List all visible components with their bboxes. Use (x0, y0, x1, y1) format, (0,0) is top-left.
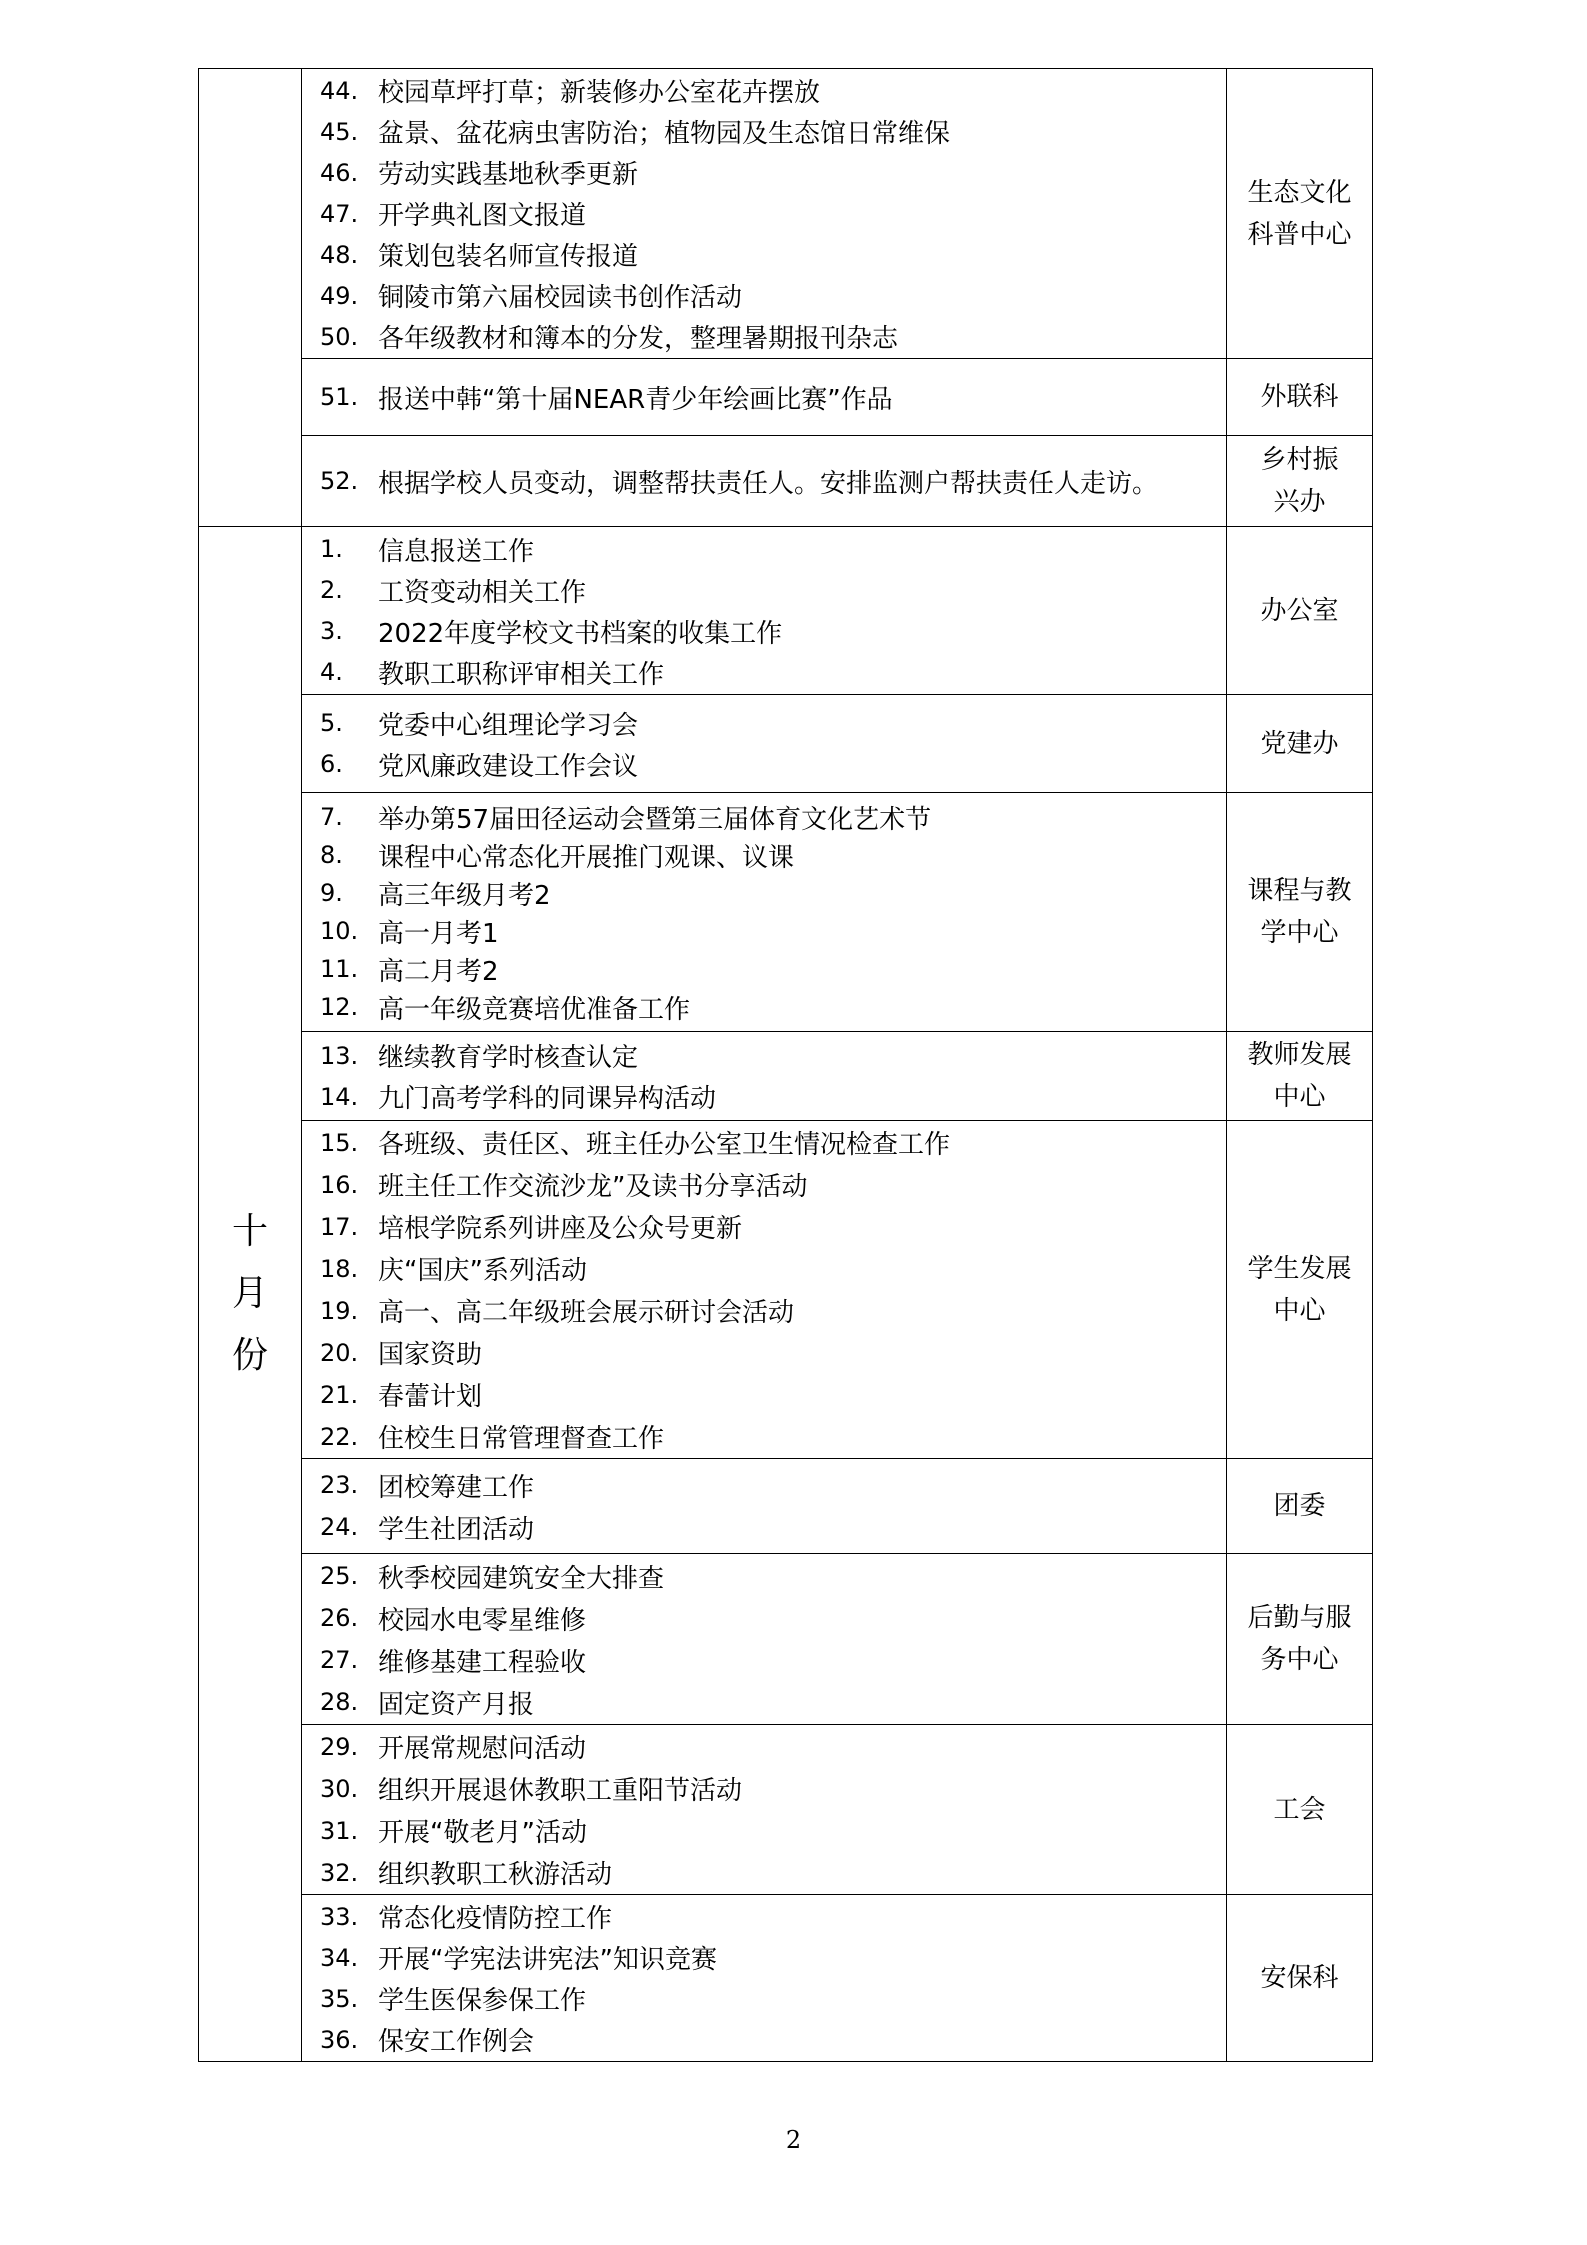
list-item: 30. 组织开展退休教职工重阳节活动 (320, 1774, 743, 1806)
items-cell (302, 1554, 1227, 1725)
month-cell (199, 527, 302, 2062)
list-item: 34. 开展“学宪法讲宪法”知识竞赛 (320, 1943, 717, 1975)
list-item: 35. 学生医保参保工作 (320, 1984, 587, 2016)
department-cell (1227, 436, 1373, 527)
list-item: 3. 2022年度学校文书档案的收集工作 (320, 617, 783, 649)
list-item: 46. 劳动实践基地秋季更新 (320, 158, 639, 190)
items-cell (302, 359, 1227, 436)
list-item: 48. 策划包装名师宣传报道 (320, 240, 639, 272)
work-plan-table (198, 68, 1373, 2062)
department-cell (1227, 527, 1373, 695)
department-label: 学生发展中心 (1247, 1253, 1352, 1326)
table-row (199, 1121, 1373, 1459)
list-item: 7. 举办第57届田径运动会暨第三届体育文化艺术节 (320, 803, 932, 835)
list-item: 8. 课程中心常态化开展推门观课、议课 (320, 841, 795, 873)
department-label: 团委 (1273, 1491, 1326, 1521)
table-row (199, 695, 1373, 793)
list-item: 47. 开学典礼图文报道 (320, 199, 587, 231)
list-item: 2. 工资变动相关工作 (320, 576, 587, 608)
department-cell (1227, 1725, 1373, 1895)
department-cell (1227, 1121, 1373, 1459)
list-item: 24. 学生社团活动 (320, 1513, 535, 1545)
list-item: 9. 高三年级月考2 (320, 879, 551, 911)
list-item: 12. 高一年级竞赛培优准备工作 (320, 993, 691, 1025)
department-label: 外联科 (1260, 382, 1339, 412)
list-item: 18. 庆“国庆”系列活动 (320, 1254, 587, 1286)
list-item: 52. 根据学校人员变动，调整帮扶责任人。安排监测户帮扶责任人走访。 (320, 467, 1159, 499)
department-cell (1227, 69, 1373, 359)
department-label: 办公室 (1260, 595, 1339, 626)
list-item: 27. 维修基建工程验收 (320, 1646, 587, 1678)
month-label-char: 月 (231, 1273, 268, 1314)
list-item: 33. 常态化疫情防控工作 (320, 1902, 613, 1934)
table-row (199, 793, 1373, 1032)
department-cell (1227, 1895, 1373, 2062)
table-row (199, 69, 1373, 359)
items-cell (302, 1895, 1227, 2062)
table-row (199, 359, 1373, 436)
month-label-char: 份 (231, 1335, 268, 1376)
department-label: 党建办 (1260, 728, 1339, 759)
month-label-char: 十 (231, 1211, 268, 1252)
list-item: 14. 九门高考学科的同课异构活动 (320, 1082, 717, 1114)
list-item: 45. 盆景、盆花病虫害防治；植物园及生态馆日常维保 (320, 117, 951, 149)
department-label: 乡村振兴办 (1260, 445, 1339, 517)
list-item: 16. 班主任工作交流沙龙”及读书分享活动 (320, 1170, 808, 1202)
list-item: 23. 团校筹建工作 (320, 1471, 535, 1503)
list-item: 25. 秋季校园建筑安全大排查 (320, 1562, 665, 1594)
items-cell (302, 1725, 1227, 1895)
month-cell (199, 69, 302, 527)
page-number: 2 (785, 2126, 802, 2154)
list-item: 50. 各年级教材和簿本的分发，整理暑期报刊杂志 (320, 322, 899, 354)
table-row (199, 527, 1373, 695)
items-cell (302, 69, 1227, 359)
list-item: 5. 党委中心组理论学习会 (320, 709, 639, 741)
list-item: 36. 保安工作例会 (320, 2025, 535, 2057)
table-row (199, 1459, 1373, 1554)
department-cell (1227, 793, 1373, 1032)
list-item: 31. 开展“敬老月”活动 (320, 1816, 587, 1848)
list-item: 32. 组织教职工秋游活动 (320, 1858, 613, 1890)
list-item: 28. 固定资产月报 (320, 1688, 535, 1720)
list-item: 51. 报送中韩“第十届NEAR青少年绘画比赛”作品 (320, 383, 893, 415)
department-label: 安保科 (1260, 1963, 1339, 1993)
items-cell (302, 1032, 1227, 1121)
table-row (199, 1032, 1373, 1121)
list-item: 17. 培根学院系列讲座及公众号更新 (320, 1212, 743, 1244)
department-label: 后勤与服务中心 (1247, 1603, 1352, 1675)
list-item: 11. 高二月考2 (320, 955, 499, 987)
table-row (199, 1725, 1373, 1895)
list-item: 29. 开展常规慰问活动 (320, 1732, 587, 1764)
items-cell (302, 695, 1227, 793)
list-item: 21. 春蕾计划 (320, 1380, 483, 1412)
list-item: 1. 信息报送工作 (320, 535, 535, 567)
list-item: 15. 各班级、责任区、班主任办公室卫生情况检查工作 (320, 1128, 951, 1160)
list-item: 6. 党风廉政建设工作会议 (320, 750, 639, 782)
list-item: 22. 住校生日常管理督查工作 (320, 1422, 665, 1454)
department-label: 课程与教学中心 (1247, 876, 1352, 948)
items-cell (302, 527, 1227, 695)
department-cell (1227, 1554, 1373, 1725)
items-cell (302, 1121, 1227, 1459)
department-cell (1227, 1459, 1373, 1554)
items-cell (302, 1459, 1227, 1554)
department-label: 生态文化科普中心 (1247, 177, 1352, 250)
list-item: 49. 铜陵市第六届校园读书创作活动 (320, 281, 743, 313)
department-cell (1227, 359, 1373, 436)
list-item: 19. 高一、高二年级班会展示研讨会活动 (320, 1296, 795, 1328)
department-cell (1227, 1032, 1373, 1121)
items-cell (302, 793, 1227, 1032)
month-label (199, 1201, 301, 1387)
table-row (199, 1895, 1373, 2062)
list-item: 26. 校园水电零星维修 (320, 1604, 587, 1636)
list-item: 4. 教职工职称评审相关工作 (320, 658, 665, 690)
list-item: 10. 高一月考1 (320, 917, 499, 949)
list-item: 44. 校园草坪打草；新装修办公室花卉摆放 (320, 76, 821, 108)
department-label: 教师发展中心 (1247, 1040, 1352, 1112)
list-item: 13. 继续教育学时核查认定 (320, 1041, 639, 1073)
list-item: 20. 国家资助 (320, 1338, 483, 1370)
table-row (199, 436, 1373, 527)
department-label: 工会 (1273, 1794, 1326, 1825)
table-row (199, 1554, 1373, 1725)
items-cell (302, 436, 1227, 527)
department-cell (1227, 695, 1373, 793)
